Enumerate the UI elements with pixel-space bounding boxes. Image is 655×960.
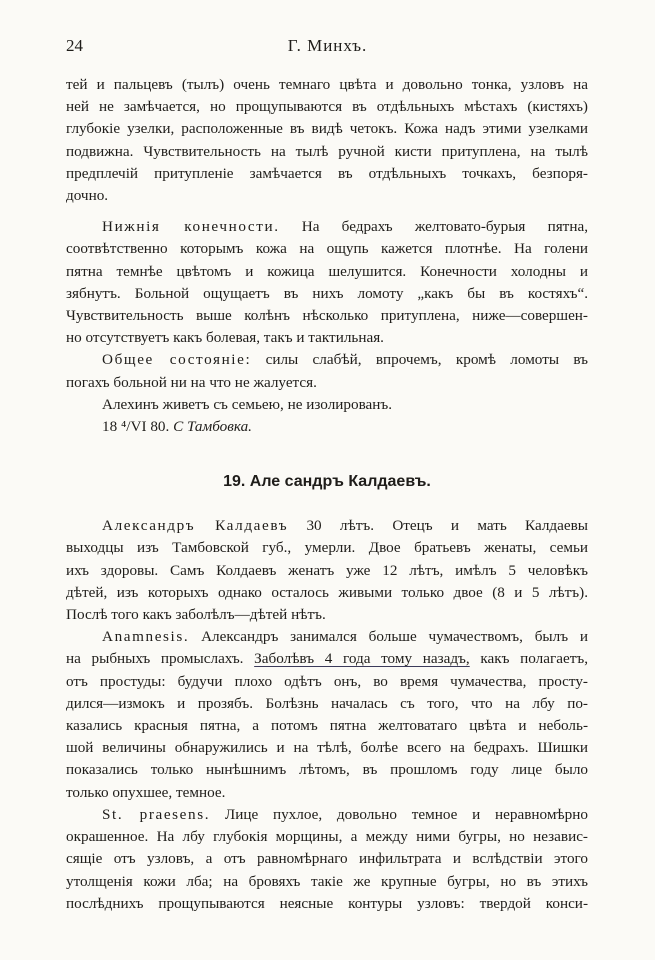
text-line: но отсутствуетъ какъ болевая, такъ и тактильная. (66, 329, 384, 347)
paragraph-lead: Александръ Калдаевъ (102, 517, 289, 535)
text-line (66, 804, 588, 826)
page-number: 24 (66, 36, 83, 55)
text-line: погахъ больной ни на что не жалуется. (66, 373, 317, 391)
text-line: пятна темнѣе цвѣтомъ и кожица шелушится. Конечности холодны и (66, 262, 588, 280)
paragraph-patient-intro (66, 515, 588, 626)
text-line (66, 216, 588, 238)
paragraph-general-state (66, 349, 588, 393)
text-line (66, 349, 588, 371)
text-fragment: На бедрахъ желтовато-бурыя пятна, (279, 218, 588, 236)
text-line: выходцы изъ Тамбовской губ., умерли. Двое братьевъ женаты, семьи (66, 539, 588, 557)
text-line: утолщенія кожи лба; на бровяхъ такіе же крупные бугры, но въ этихъ (66, 872, 588, 890)
text-fragment: какъ полагаетъ, (469, 650, 588, 668)
paragraph-living (66, 394, 588, 416)
date-text: 18 ⁴/VI 80. (102, 418, 170, 436)
page-header (0, 36, 655, 60)
text-line: окрашенное. На лбу глубокія морщины, а между ними бугры, но независ- (66, 828, 588, 846)
paragraph-anamnesis (66, 626, 588, 804)
running-head: Г. Минхъ. (287, 36, 368, 55)
text-line: сящіе отъ узловъ, а отъ равномѣрнаго инфильтрата и вслѣдствіи этого (66, 850, 588, 868)
text-line: послѣднихъ прощупываются неясные контуры узловъ: твердой конси- (66, 894, 588, 912)
text-line: Алехинъ живетъ съ семьею, не изолированъ. (102, 395, 393, 413)
paragraph-continuation (66, 74, 588, 207)
text-fragment: Лице пухлое, довольно темное и неравномѣрно (210, 805, 588, 823)
text-line: шой величины обнаружились и на тѣлѣ, болѣе всего на бедрахъ. Шишки (66, 739, 588, 757)
paragraph-status-praesens (66, 804, 588, 915)
section-title: 19. Але сандръ Калдаевъ. (223, 473, 431, 491)
text-fragment: силы слабѣй, впрочемъ, кромѣ ломоты въ (251, 351, 588, 369)
date-line (66, 416, 588, 438)
place-name: С Тамбовка. (173, 418, 252, 436)
text-line: Послѣ того какъ заболѣлъ—дѣтей нѣтъ. (66, 606, 326, 624)
text-line: дился—измокъ и прозябъ. Болѣзнь началась съ того, что на лбу по- (66, 694, 588, 712)
text-line: дѣтей, изъ которыхъ однако осталось живыми только двое (8 и 5 лѣтъ). (66, 583, 588, 601)
text-line: ихъ здоровы. Самъ Колдаевъ женатъ уже 12 лѣтъ, имѣлъ 5 человѣкъ (66, 561, 588, 579)
text-fragment: 30 лѣтъ. Отецъ и мать Калдаевы (288, 517, 589, 535)
paragraph-lead: Anamnesis. (102, 628, 190, 646)
text-line: глубокіе узелки, расположенные въ видѣ четокъ. Кожа надъ этими узелками (66, 120, 588, 138)
text-body (66, 74, 588, 915)
underlined-text: Заболѣвъ 4 года тому назадъ, (254, 650, 470, 668)
paragraph-lower-limbs (66, 216, 588, 349)
text-line: казались красныя пятна, а потомъ пятна желтоватаго цвѣта и неболь- (66, 717, 588, 735)
text-line: показались только нынѣшнимъ лѣтомъ, въ прошломъ году лице было (66, 761, 588, 779)
text-line: дочно. (66, 187, 109, 205)
text-line: Чувствительность выше колѣнъ нѣсколько притуплена, ниже—совершен- (66, 307, 588, 325)
text-line (66, 416, 588, 438)
paragraph-lead: Общее состояніе: (102, 351, 252, 369)
text-line (66, 515, 588, 537)
text-line: тей и пальцевъ (тылъ) очень темнаго цвѣта и довольно тонка, узловъ на (66, 76, 588, 93)
paragraph-lead: Нижнія конечности. (102, 218, 280, 236)
text-line (66, 648, 588, 670)
paragraph-lead: St. praesens. (102, 805, 211, 823)
text-line: предплечій притупленіе замѣчается въ отдѣльныхъ точкахъ, безпоря- (66, 164, 588, 182)
text-fragment: Александръ занимался больше чумачествомъ, былъ и (189, 628, 588, 646)
text-line: отъ простуды: будучи плохо одѣтъ онъ, во время чумачества, просту- (66, 672, 588, 690)
text-line: зябнутъ. Больной ощущаетъ въ нихъ ломоту „какъ бы въ костяхъ“. (66, 284, 588, 302)
text-fragment: на рыбныхъ промыслахъ. (66, 650, 255, 668)
text-line: соотвѣтственно которымъ кожа на ощупь кажется плотнѣе. На голени (66, 240, 588, 258)
text-line: ней не замѣчается, но прощупываются въ отдѣльныхъ мѣстахъ (кистяхъ) (66, 98, 588, 116)
text-line: подвижна. Чувствительность на тылѣ ручной кисти притуплена, на тылѣ (66, 142, 588, 160)
text-line: только опухшее, темное. (66, 783, 226, 801)
text-line (66, 626, 588, 648)
